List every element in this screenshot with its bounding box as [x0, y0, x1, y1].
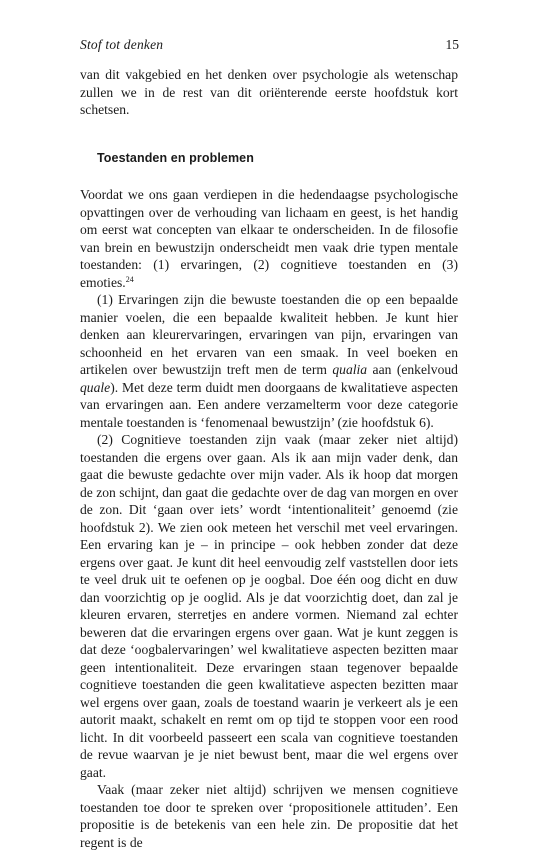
paragraph-1-text: Voordat we ons gaan verdiepen in die hedendaagse psychologische opvattingen over de verhouding van lichaam en geest, is het handig om eerst wat concepten van elkaar te onderscheiden. In de filosofie van brein en bewustzijn onderscheidt men vaak drie typen mentale toestanden: (1) ervaringen, (2) cognitieve toestanden en (3) emoties. — [80, 187, 458, 290]
section-heading: Toestanden en problemen — [97, 150, 254, 165]
paragraph-1 — [80, 186, 458, 291]
footnote-marker: 24 — [125, 274, 134, 284]
running-head: Stof tot denken — [80, 37, 164, 52]
paragraph-2 — [80, 291, 458, 431]
paragraph-2-text-a: (1) Ervaringen zijn die bewuste toestanden die op een bepaalde manier voelen, die een bepaalde kwaliteit hebben. Je kunt hier denken aan kleurervaringen, ervaringen van pijn, ervaringen van schoonheid en het ervaren van een smaak. In veel boeken en artikelen over bewustzijn treft men de term — [80, 292, 458, 377]
term-quale: quale — [80, 379, 111, 395]
paragraph-2-text-b: aan (enkelvoud — [367, 362, 458, 377]
paragraph-3: (2) Cognitieve toestanden zijn vaak (maar zeker niet altijd) toestanden die ergens over gaan. Als ik aan mijn vader denk, dan gaat die bewuste gedachte over mijn vader. Als ik hoop dat morgen de zon schijnt, dan gaat die gedachte over de dag van morgen en over de zon. Dit ‘gaan over iets’ wordt ‘intentionaliteit’ genoemd (zie hoofdstuk 2). We zien ook meteen het verschil met veel ervaringen. Een ervaring kan je – in principe – ook hebben zonder dat deze ergens over gaat. Je kunt dit heel eenvoudig zelf vaststellen door iets te veel druk uit te oefenen op je oogbal. Doe één oog dicht en duw dan voorzichtig op je ooglid. Als je dat voorzichtig doet, dan zal je kleuren ervaren, sterretjes en andere vormen. Niemand zal echter beweren dat die ervaringen ergens over gaan. Wat je kunt zeggen is dat deze ‘oogbalervaringen’ wel kwalitatieve aspecten bezitten maar geen intentionaliteit. Deze ervaringen staan tegenover bepaalde cognitieve toestanden die geen kwalitatieve aspecten bezitten maar wel ergens over gaan, zoals de toestand waarin je verkeert als je een autorit maakt, schakelt en remt om op tijd te stoppen voor een rood licht. In dit voorbeeld passeert een scala van cognitieve toestanden de revue waarvan je je niet bewust bent, maar die wel ergens over gaat. — [80, 432, 458, 780]
intro-paragraph: van dit vakgebied en het denken over psychologie als wetenschap zullen we in de rest van dit oriënterende eerste hoofdstuk kort schetsen. — [80, 67, 458, 117]
paragraph-2-text-c: ). Met deze term duidt men doorgaans de kwalitatieve aspecten van ervaringen aan. Een andere verzamelterm voor deze categorie mentale toestanden is ‘fenomenaal bewustzijn’ (zie hoofdstuk 6). — [80, 379, 458, 430]
page-number: 15 — [445, 37, 459, 52]
section-gap — [80, 167, 458, 186]
paragraph-4: Vaak (maar zeker niet altijd) schrijven we mensen cognitieve toestanden toe door te spreken over ‘propositionele attituden’. Een propositie is de betekenis van een hele zin. De propositie dat het regent is de — [80, 782, 458, 850]
body-text — [80, 66, 458, 851]
term-qualia: qualia — [332, 362, 368, 377]
